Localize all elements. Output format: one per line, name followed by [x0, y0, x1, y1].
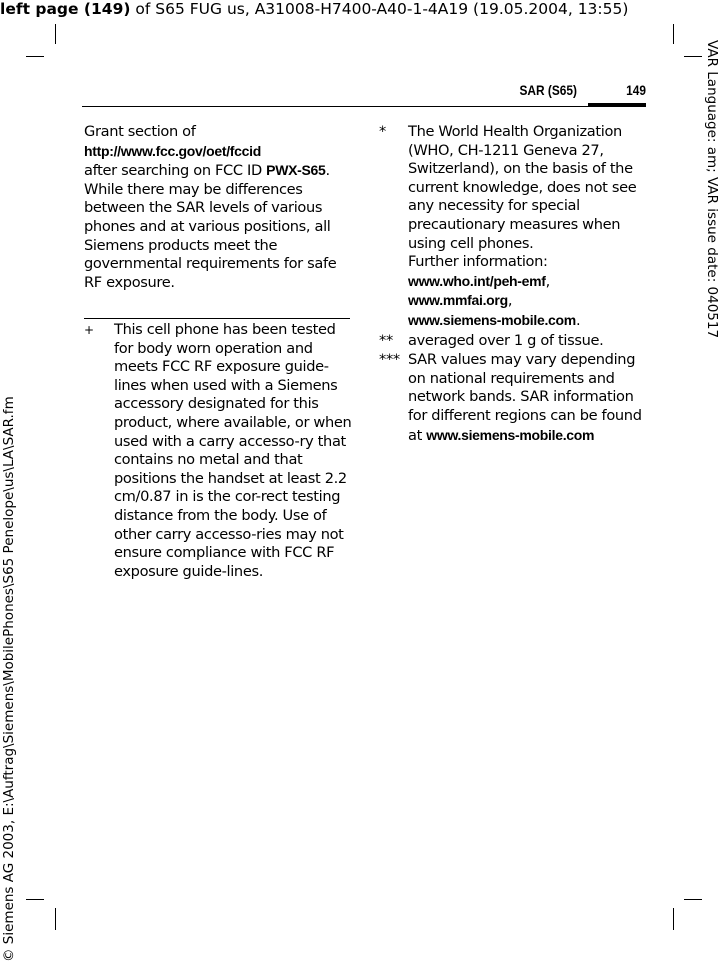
- fcc-id-sentence: [84, 161, 352, 181]
- running-head-section: SAR (S65): [519, 82, 577, 98]
- further-info-label: Further information:: [408, 253, 548, 271]
- distance-unit: cm/: [114, 488, 141, 506]
- mmfai-url-link[interactable]: www.mmfai.org: [408, 292, 508, 309]
- footnote-rule: [84, 318, 350, 319]
- crop-mark: [26, 899, 44, 900]
- crop-mark: [55, 908, 56, 930]
- fcc-id-suffix: .: [325, 162, 330, 180]
- sar-values-text: SAR values may vary depending on national requirements and network bands. SAR information for different regions can be found at: [408, 351, 642, 444]
- crop-mark: [55, 24, 56, 44]
- url-separator: ,: [507, 292, 513, 310]
- crop-mark: [684, 56, 702, 57]
- fcc-url-link[interactable]: http://www.fcc.gov/oet/fccid: [84, 142, 261, 159]
- left-column: [84, 123, 352, 292]
- sar-paragraph: While there may be differences between the SAR levels of various phones and at various positions, all Siemens products meet the governmental requirements for safe RF exposure.: [84, 180, 337, 291]
- siemens-url-link[interactable]: www.siemens-mobile.com: [426, 426, 595, 443]
- footnote-marker: *: [379, 123, 386, 140]
- crop-mark: [673, 24, 674, 44]
- crop-mark: [684, 899, 702, 900]
- var-language-margin-text: VAR Language: am; VAR issue date: 040517: [704, 40, 720, 339]
- url-separator: .: [575, 311, 581, 329]
- print-header-page: left page (149): [0, 0, 131, 18]
- copyright-margin-text: © Siemens AG 2003, E:\Auftrag\Siemens\MobilePhones\S65 Penelope\us\LA\SAR.fm: [1, 396, 17, 962]
- page-number: 149: [626, 82, 646, 98]
- footnote-text: [114, 321, 352, 581]
- fcc-id: PWX-S65: [266, 162, 326, 179]
- footnote-who: [379, 123, 649, 331]
- header-rule-accent: [588, 103, 646, 107]
- siemens-url-link[interactable]: www.siemens-mobile.com: [408, 311, 576, 328]
- crop-mark: [26, 56, 44, 57]
- footnote-sar-values: [379, 351, 649, 445]
- print-header: [0, 0, 700, 19]
- footnote-text-start: This cell phone has been tested for body worn operation and meets FCC RF exposure guide-lines when used with a Siemens accessory designated for this product, where available, or when used with a carry accesso-ry that contains no metal and that positions the handset at least: [114, 321, 352, 487]
- footnote-body-worn: [84, 321, 352, 581]
- footnote-text-end: in is the cor-rect testing distance from the body. Use of other carry accesso-ries may not ensure compliance with FCC RF exposure guide-lines.: [114, 488, 344, 580]
- header-rule: [82, 106, 646, 107]
- who-url-link[interactable]: www.who.int/peh-emf: [408, 272, 546, 289]
- footnote-marker: **: [379, 331, 393, 349]
- crop-mark: [673, 908, 674, 930]
- intro-text: Grant section of: [84, 123, 196, 140]
- footnote-marker: +: [84, 323, 94, 337]
- distance-cm: 2.2: [324, 469, 347, 487]
- print-header-info: of S65 FUG us, A31008-H7400-A40-1-4A19 (19.05.2004, 13:55): [130, 0, 629, 18]
- right-column: [379, 123, 649, 446]
- tissue-text: averaged over 1 g of tissue.: [408, 331, 604, 349]
- fcc-id-prefix: after searching on FCC ID: [84, 162, 267, 180]
- footnote-marker: ***: [379, 351, 400, 369]
- footnote-tissue: [379, 332, 649, 351]
- who-text: The World Health Organization (WHO, CH-1211 Geneva 27, Switzerland), on the basis of the current knowledge, does not see any necessity for special precautionary measures when using cell phones.: [408, 123, 637, 252]
- url-separator: ,: [545, 272, 550, 290]
- distance-in: 0.87: [140, 488, 172, 506]
